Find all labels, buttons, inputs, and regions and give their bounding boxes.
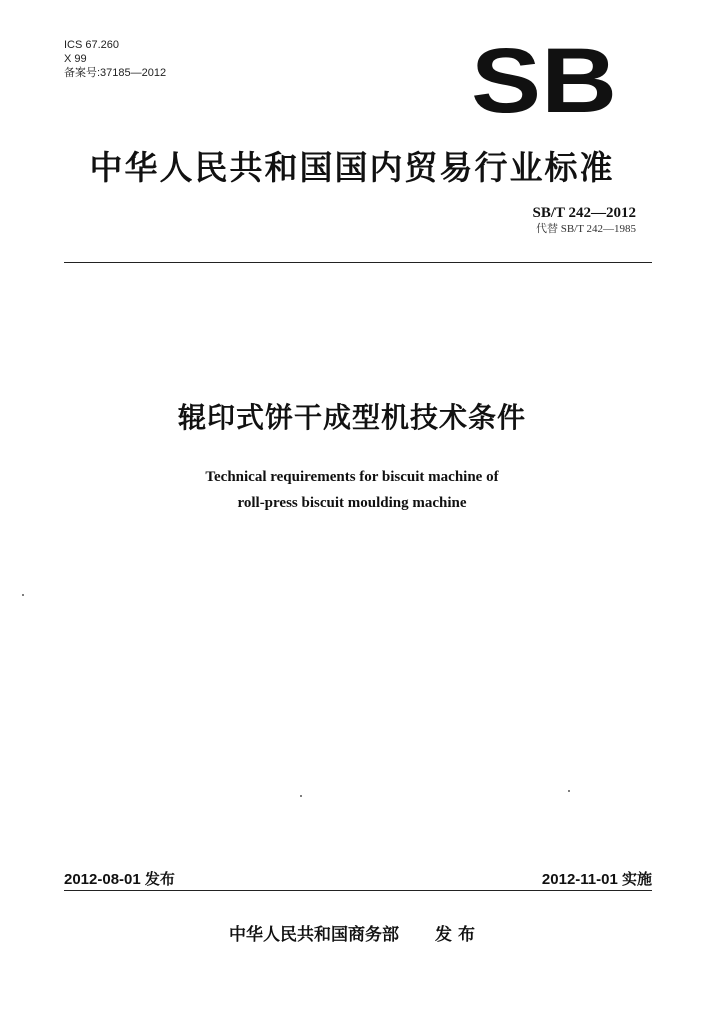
issuing-authority [0,920,704,945]
document-metadata [64,38,166,80]
document-title-chinese: 辊印式饼干成型机技术条件 [177,401,526,434]
footer-divider [64,890,652,891]
english-title-line-2: roll-press biscuit moulding machine [237,495,467,511]
svg-text:SB: SB [471,44,617,116]
ics-code: ICS 67.260 [64,39,120,51]
issuer-name: 中华人民共和国商务部 [229,925,400,945]
standard-number: SB/T 242—2012 [532,205,636,221]
record-number: 备案号:37185—2012 [64,67,167,79]
publish-date: 2012-08-01 发布 [64,871,175,888]
issuer-action: 发 布 [435,925,475,945]
english-title-line-1: Technical requirements for biscuit machine of [205,469,499,485]
industry-standard-title: 中华人民共和国国内贸易行业标准 [89,148,615,187]
scan-speck [300,795,302,797]
scan-speck [568,790,570,792]
sb-logo [470,44,618,116]
scan-speck [22,594,24,596]
standard-number-block [533,204,637,236]
classification-code: X 99 [64,53,87,65]
document-title-english [0,464,704,516]
replaces-standard: 代替 SB/T 242—1985 [535,223,636,235]
header-divider [64,262,652,263]
implementation-date: 2012-11-01 实施 [541,871,652,888]
